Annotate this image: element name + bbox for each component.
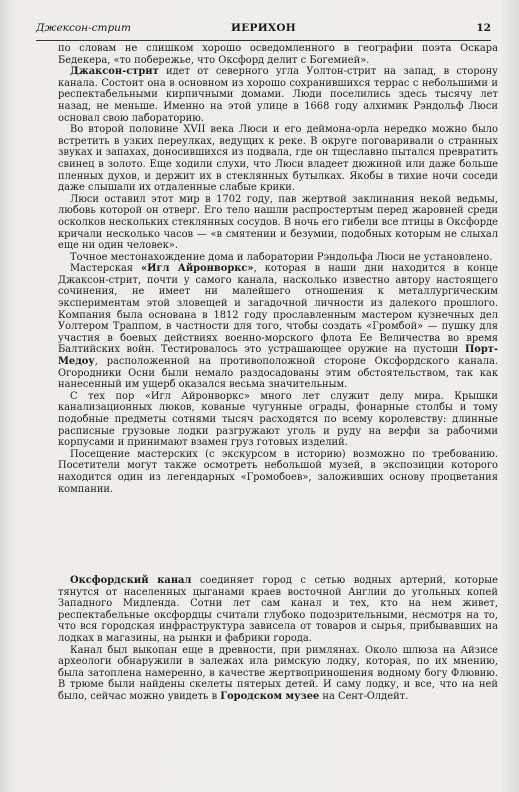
term-bold: «Игл Айронворкс»: [140, 263, 254, 275]
paragraph: Люси оставил этот мир в 1702 году, пав жертвой заклинания некой ведьмы, любовь которой он отверг. Его тело нашли распростертым перед жаровней среди осколков нескольких стеклянных сосудов. В ночь его гибели все птицы в Оксфорде кричали несколько часов — «в смятении и безумии, подобных которым не слыхал еще ни один человек».: [58, 193, 498, 252]
page-number: 12: [476, 22, 491, 34]
paragraph: Мастерская «Игл Айронворкс», которая в наши дни находится в конце Джаксон-стрит, почти у самого канала, насколько известно автору настоящего сочинения, не имеет ни малейшего отношения к металлургическим экспериментам этой зловещей и загадочной личности из далекого прошлого. Компания была основана в 1812 году прославленным мастером кузнечных дел Уолтером Траппом, в частности для того, чтобы создать «Громбой» — пушку для участия в боевых действиях военно-морского флота Ее Величества во время Балтийских войн. Тестировалось это устрашающее оружие на пустоши Порт-Медоу, расположенной на противоположной стороне Оксфордского канала. Огородники Осни были немало раздосадованы этим обстоятельством, так как нанесенный им ущерб оказался весьма значительным.: [58, 263, 498, 391]
paragraph: С тех пор «Игл Айронворкс» много лет служит делу мира. Крышки канализационных люков, кованые чугунные ограды, фонарные столбы и тому подобные предметы сотнями тысяч расходятся по всему королевству: длинные расписные грузовые лодки разгружают уголь и руду на верфи за рабочими корпусами и принимают взамен груз готовых изделий.: [58, 390, 498, 449]
term-bold: Городском музее: [220, 690, 320, 702]
header-rule: [36, 40, 491, 41]
paragraph: по словам не слишком хорошо осведомленного в географии поэта Оскара Бедекера, «то побережье, что Оксфорд делит с Богемией».: [58, 43, 498, 66]
article-oxford-canal: [58, 575, 498, 703]
paragraph: Точное местонахождение дома и лаборатории Рэндольфа Люси не установлено.: [70, 251, 493, 263]
paragraph: Оксфордский канал соединяет город с сетью водных артерий, которые тянутся от населенных цыганами краев восточной Англии до угольных копей Западного Мидленда. Сотни лет сам канал и тех, кто на нем живет, респектабельные оксфордцы считали глубоко подозрительными, несмотря на то, что вся городская инфраструктура зависела от товаров и сырья, прибывавших на лодках в магазины, на рынки и фабрики города.: [58, 575, 498, 644]
term-bold: Оксфордский канал: [70, 575, 192, 586]
paragraph: Посещение мастерских (с экскурсом в историю) возможно по требованию. Посетители могут также осмотреть небольшой музей, в экспозиции которого находится один из легендарных «Громобоев», заложивших основу процветания компании.: [58, 448, 498, 495]
header-section-title: Джексон-стрит: [36, 22, 131, 34]
header-chapter-title: ИЕРИХОН: [230, 22, 297, 34]
running-header: [36, 22, 491, 38]
article-jackson-street: [58, 43, 498, 495]
term-bold: Джаксон-стрит: [70, 66, 159, 78]
paragraph: Канал был выкопан еще в древности, при римлянах. Около шлюза на Айзисе археологи обнаружили в залежах ила римскую лодку, которая, по их мнению, была затоплена намеренно, в качестве жертвоприношения водному богу Флювию. В трюме были найдены скелеты пятерых детей. И саму лодку, и все, что на ней было, сейчас можно увидеть в Городском музее на Сент-Олдейт.: [58, 644, 498, 702]
paragraph: Джаксон-стрит идет от северного угла Уолтон-стрит на запад, в сторону канала. Состоит она в основном из хорошо сохранившихся террас с небольшими и респектабельными кирпичными домами. Люди поселились здесь тысячу лет назад, не меньше. Именно на этой улице в 1668 году алхимик Рэндольф Люси основал свою лабораторию.: [58, 66, 498, 124]
term-bold: Порт-Медоу: [58, 344, 498, 368]
paragraph: Во второй половине XVII века Люси и его деймона-орла нередко можно было встретить в узких переулках, ведущих к реке. В округе поговаривали о странных звуках и запахах, доносившихся из подвала, где он тщеславно пытался превратить свинец в золото. Еще ходили слухи, что Люси владеет дюжиной или даже больше пленных духов, и держит их в стеклянных бутылках. Якобы в тихие ночи соседи даже слышали их отдаленные слабые крики.: [58, 124, 498, 194]
